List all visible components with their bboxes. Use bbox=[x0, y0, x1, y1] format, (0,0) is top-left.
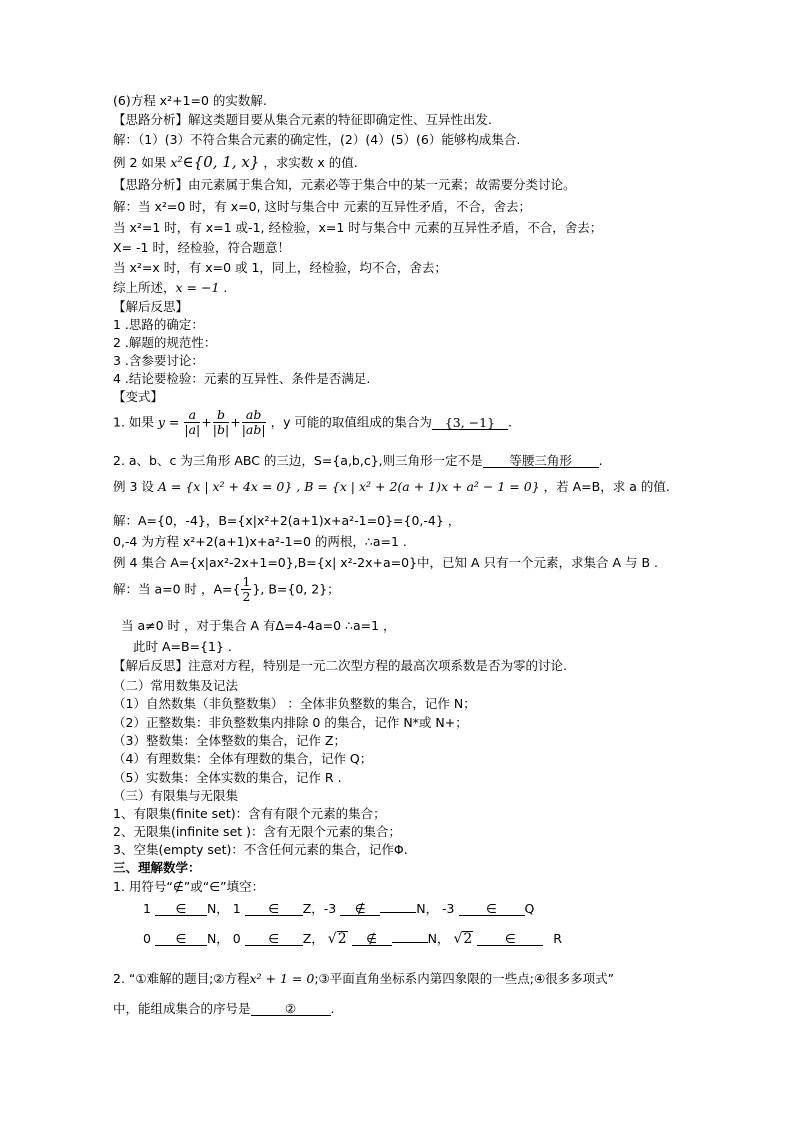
text-line: X= -1 时，经检验，符合题意！ bbox=[113, 240, 290, 255]
example-2-line bbox=[113, 155, 358, 170]
solution-line: 解：当 a=0 时 ，A={ $\frac{1}{2}$ }, B={0, 2}； bbox=[113, 574, 340, 605]
variant-1-line: 1. 如果 y = $\frac{a}{|a|}$ + $\frac{b}{|b|}$ + $\frac{ab}{|ab|}$ ，y 可能的取值组成的集合为 {3, −1} . bbox=[113, 407, 512, 438]
conclusion-line: 综上所述，x = −1 . bbox=[113, 280, 228, 295]
question-2-line: 中，能组成集合的序号是 ② . bbox=[113, 1001, 335, 1016]
text-line: 0,-4 为方程 x²+2(a+1)x+a²-1=0 的两根，∴a=1 . bbox=[113, 534, 407, 549]
math: $x^2\in\{0$, 1, x} bbox=[170, 153, 260, 171]
text-line: 4 .结论要检验：元素的互异性、条件是否满足. bbox=[113, 371, 371, 386]
text-line: 1 .思路的确定： bbox=[113, 317, 204, 332]
text-line: 3、空集(empty set)：不含任何元素的集合，记作Φ. bbox=[113, 842, 408, 857]
math: A = {x | x² + 4x = 0} , B = {x | x² + 2(a + 1)x + a² − 1 = 0} bbox=[157, 479, 540, 494]
text-line: 【思路分析】由元素属于集合知，元素必等于集合中的某一元素；故需要分类讨论。 bbox=[113, 177, 576, 192]
text-line: 当 x²=x 时，有 x=0 或 1，同上，经检验，均不合，舍去； bbox=[113, 260, 447, 275]
answer-blank: 等腰三角形 bbox=[483, 454, 599, 468]
text-line: 此时 A=B={1} . bbox=[133, 639, 232, 654]
fraction: $\frac{b}{|b|}$ bbox=[212, 407, 230, 438]
text-line: 解：（1）(3）不符合集合元素的确定性，(2）(4）(5）(6）能够构成集合. bbox=[113, 132, 521, 147]
text-line: 【变式】 bbox=[113, 389, 164, 404]
text-line: 【解后反思】 bbox=[113, 299, 189, 314]
math: x² + 1 = 0 bbox=[249, 971, 315, 986]
text-line: 当 a≠0 时 ，对于集合 A 有Δ=4-4a=0 ∴a=1 ， bbox=[121, 618, 396, 633]
text-line: (6)方程 x²+1=0 的实数解. bbox=[113, 93, 267, 108]
answer-blank: {3, −1} bbox=[432, 416, 508, 430]
text-line: （5）实数集：全体实数的集合，记作 R . bbox=[113, 770, 342, 785]
fraction: $\frac{1}{2}$ bbox=[242, 574, 251, 605]
text-line: 2、无限集(infinite set )：含有无限个元素的集合； bbox=[113, 824, 402, 839]
text-line: 解：当 x²=0 时，有 x=0, 这时与集合中 元素的互异性矛盾，不合，舍去； bbox=[113, 199, 532, 214]
text-line: 【解后反思】注意对方程，特别是一元二次型方程的最高次项系数是否为零的讨论. bbox=[113, 658, 567, 673]
answer-blank: ∈ bbox=[155, 902, 207, 916]
text-line: （3）整数集：全体整数的集合，记作 Z； bbox=[113, 733, 346, 748]
text-line: 2 .解题的规范性： bbox=[113, 335, 217, 350]
fraction: $\frac{a}{|a|}$ bbox=[184, 407, 201, 438]
text-line: 当 x²=1 时，有 x=1 或-1, 经检验，x=1 时与集合中 元素的互异性矛盾，不合，舍去； bbox=[113, 220, 603, 235]
answer-blank: ∈ bbox=[245, 932, 303, 946]
text-line: 1、有限集(finite set)：含有有限个元素的集合； bbox=[113, 806, 386, 821]
text-line: （1）自然数集（非负整数集） ：全体非负整数的集合，记作 N； bbox=[113, 696, 476, 711]
text: ，求实数 x 的值. bbox=[263, 155, 358, 170]
question-2-line: 2. “①难解的题目;②方程x² + 1 = 0;③平面直角坐标系内第四象限的一些点;④很多多项式” bbox=[113, 971, 615, 986]
text-line: （4）有理数集：全体有理数的集合，记作 Q； bbox=[113, 751, 373, 766]
text-line: （2）正整数集：非负整数集内排除 0 的集合，记作 N*或 N+； bbox=[113, 715, 468, 730]
text-line: 解：A={0，-4}，B={x|x²+2(a+1)x+a²-1=0}={0,-4} ， bbox=[113, 513, 461, 528]
answer-blank: ② bbox=[251, 1002, 331, 1016]
answer-blank: ∈ bbox=[459, 902, 525, 916]
answer-blank: ∉ bbox=[340, 902, 380, 916]
answer-blank: ∉ bbox=[352, 932, 392, 946]
answer-blank: ∈ bbox=[245, 902, 303, 916]
answer-blank: ∈ bbox=[155, 932, 207, 946]
section-heading: （二）常用数集及记法 bbox=[113, 678, 239, 693]
text-line: 3 .含参要讨论： bbox=[113, 353, 204, 368]
sqrt-symbol: √2 bbox=[327, 931, 347, 947]
answer-blank: ∈ bbox=[477, 932, 543, 946]
text-line: 1. 用符号“∉”或“∈”填空： bbox=[113, 879, 265, 894]
fill-blank-row: 0 ∈ N， 0 ∈ Z， √2 ∉ N， √2 ∈ R bbox=[143, 931, 562, 947]
sqrt-symbol: √2 bbox=[453, 931, 473, 947]
section-heading: （三）有限集与无限集 bbox=[113, 788, 239, 803]
text-line: 【思路分析】解这类题目要从集合元素的特征即确定性、互异性出发. bbox=[113, 112, 492, 127]
section-heading: 三、理解数学： bbox=[113, 860, 201, 875]
fill-blank-row: 1 ∈ N， 1 ∈ Z，-3 ∉ N， -3 ∈ Q bbox=[143, 901, 535, 916]
example-3-line: 例 3 设 A = {x | x² + 4x = 0} , B = {x | x² + 2(a + 1)x + a² − 1 = 0} ，若 A=B，求 a 的值. bbox=[113, 479, 670, 494]
text-line: 例 4 集合 A={x|ax²-2x+1=0},B={x| x²-2x+a=0}中，已知 A 只有一个元素，求集合 A 与 B . bbox=[113, 555, 659, 570]
text: 例 2 如果 bbox=[113, 155, 167, 170]
variant-2-line: 2. a、b、c 为三角形 ABC 的三边，S={a,b,c},则三角形一定不是 等腰三角形 . bbox=[113, 453, 603, 468]
fraction: $\frac{ab}{|ab|}$ bbox=[241, 407, 266, 438]
